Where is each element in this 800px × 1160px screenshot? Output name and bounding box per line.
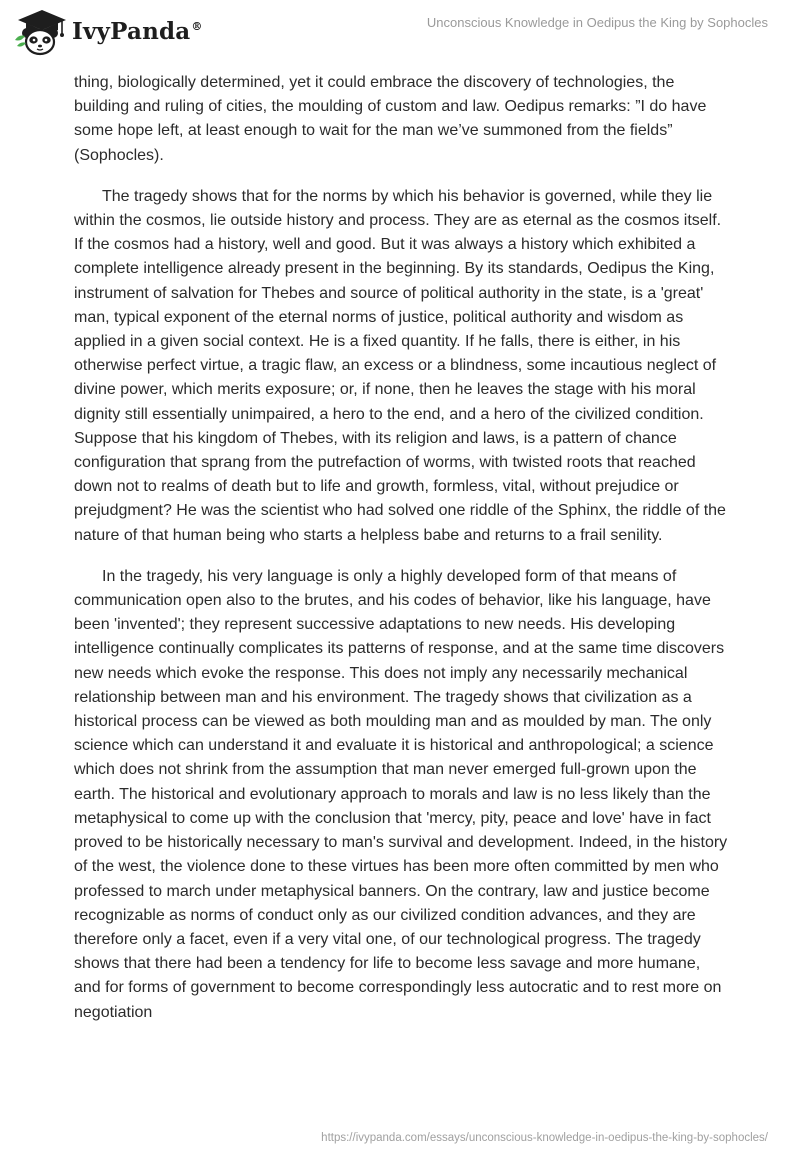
paragraph-2: The tragedy shows that for the norms by which his behavior is governed, while they lie within the cosmos, lie outside history and process. They are as eternal as the cosmos itself. If the cosmos had a history, well and good. But it was always a history which exhibited a complete intelligence already present in the beginning. By its standards, Oedipus the King, instrument of salvation for Thebes and source of political authority in the state, is a 'great' man, typical exponent of the eternal norms of justice, political authority and wisdom as applied in a given social context. He is a fixed quantity. If he falls, there is either, in his otherwise perfect virtue, a tragic flaw, an excess or a blindness, some incautious neglect of divine power, which merits exposure; or, if none, then he leaves the stage with his moral dignity still essentially unimpaired, a hero to the end, and a hero of the civilized condition. Suppose that his kingdom of Thebes, with its religion and laws, is a pattern of chance configuration that sprang from the putrefaction of worms, with twisted roots that reached down not to realms of death but to life and growth, formless, vital, without prejudice or prejudgment? He was the scientist who had solved one riddle of the Sphinx, the riddle of the nature of that human being who starts a helpless babe and returns to a frail senility. <box>74 187 726 544</box>
panda-graduation-cap-icon <box>12 6 68 56</box>
paragraph-1: thing, biologically determined, yet it could embrace the discovery of technologies, the building and ruling of cities, the moulding of custom and law. Oedipus remarks: ”I do have some hope left, at least enough to wait for the man we’ve summoned from the fields” (Sophocles). <box>74 74 707 164</box>
page-header <box>0 0 800 64</box>
source-url[interactable]: https://ivypanda.com/essays/unconscious-knowledge-in-oedipus-the-king-by-sophocles/ <box>321 1132 768 1144</box>
paragraph-3: In the tragedy, his very language is only a highly developed form of that means of communication open also to the brutes, and his codes of behavior, like his language, have been 'invented'; they represent successive adaptations to new needs. His developing intelligence continually complicates its patterns of response, and at the same time discovers new needs which evoke the response. This does not imply any necessarily mechanical relationship between man and his environment. The tragedy shows that civilization as a historical process can be viewed as both moulding man and as moulded by man. The only science which can understand it and evaluate it is historical and anthropological; a science which does not shrink from the assumption that man never emerged full-grown upon the earth. The historical and evolutionary approach to morals and law is no less likely than the metaphysical to come up with the conclusion that 'mercy, pity, peace and love' have in fact proved to be historically necessary to man's survival and development. Indeed, in the history of the west, the violence done to these virtues has been more often committed by men who professed to march under metaphysical banners. On the contrary, law and justice become recognizable as norms of conduct only as our civilized condition advances, and they are therefore only a facet, even if a very vital one, of our technological progress. The tragedy shows that there had been a tendency for life to become less savage and more humane, and for forms of government to become correspondingly less autocratic and to rest more on negotiation <box>74 567 728 1021</box>
essay-body <box>74 71 728 1042</box>
brand-name <box>72 18 203 45</box>
brand-logo[interactable] <box>12 6 203 56</box>
document-title: Unconscious Knowledge in Oedipus the King by Sophocles <box>426 15 768 30</box>
registered-mark: ® <box>191 19 203 33</box>
brand-name-text: IvyPanda <box>72 17 191 45</box>
